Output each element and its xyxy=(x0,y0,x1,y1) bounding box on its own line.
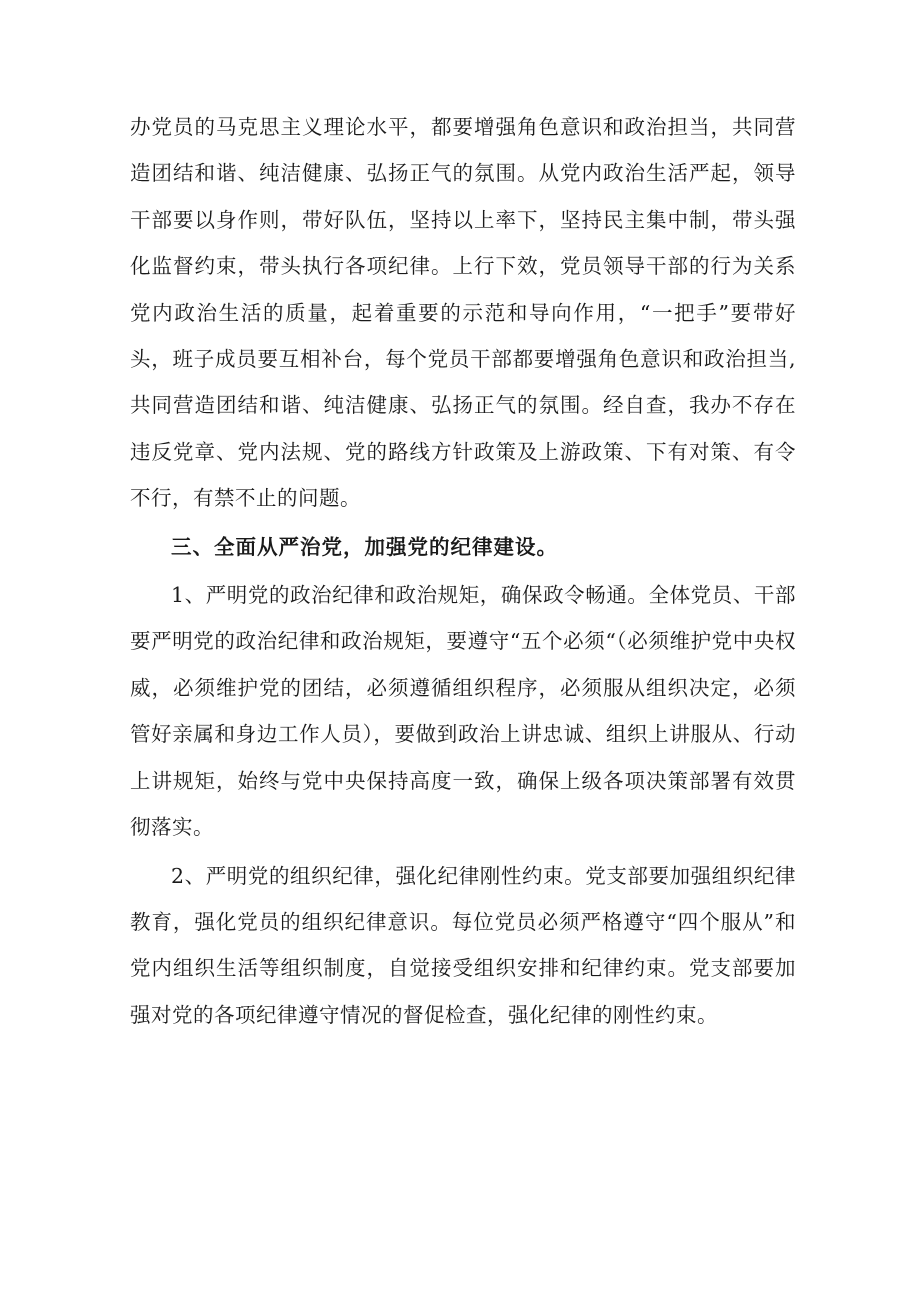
paragraph-political-discipline: 1、严明党的政治纪律和政治规矩，确保政令畅通。全体党员、干部要严明党的政治纪律和政治规矩，要遵守“五个必须“（必须维护党中央权威，必须维护党的团结，必须遵循组织程序，必须服从组织决定，必须管好亲属和身边工作人员），要做到政治上讲忠诚、组织上讲服从、行动上讲规矩，始终与党中央保持高度一致，确保上级各项决策部署有效贯彻落实。 xyxy=(130,583,796,840)
paragraph-organizational-discipline: 2、严明党的组织纪律，强化纪律刚性约束。党支部要加强组织纪律教育，强化党员的组织纪律意识。每位党员必须严格遵守“四个服从”和党内组织生活等组织制度，自觉接受组织安排和纪律约束。党支部要加强对党的各项纪律遵守情况的督促检查，强化纪律的刚性约束。 xyxy=(130,863,796,1027)
document-body xyxy=(130,104,796,1038)
paragraph-continuation: 办党员的马克思主义理论水平，都要增强角色意识和政治担当，共同营造团结和谐、纯洁健康、弘扬正气的氛围。从党内政治生活严起，领导干部要以身作则，带好队伍，坚持以上率下，坚持民主集中制，带头强化监督约束，带头执行各项纪律。上行下效，党员领导干部的行为关系党内政治生活的质量，起着重要的示范和导向作用，“一把手”要带好头，班子成员要互相补台，每个党员干部都要增强角色意识和政治担当,共同营造团结和谐、纯洁健康、弘扬正气的氛围。经自查，我办不存在违反党章、党内法规、党的路线方针政策及上游政策、下有对策、有令不行，有禁不止的问题。 xyxy=(130,115,796,511)
section-heading: 三、全面从严治党，加强党的纪律建设。 xyxy=(171,534,558,559)
